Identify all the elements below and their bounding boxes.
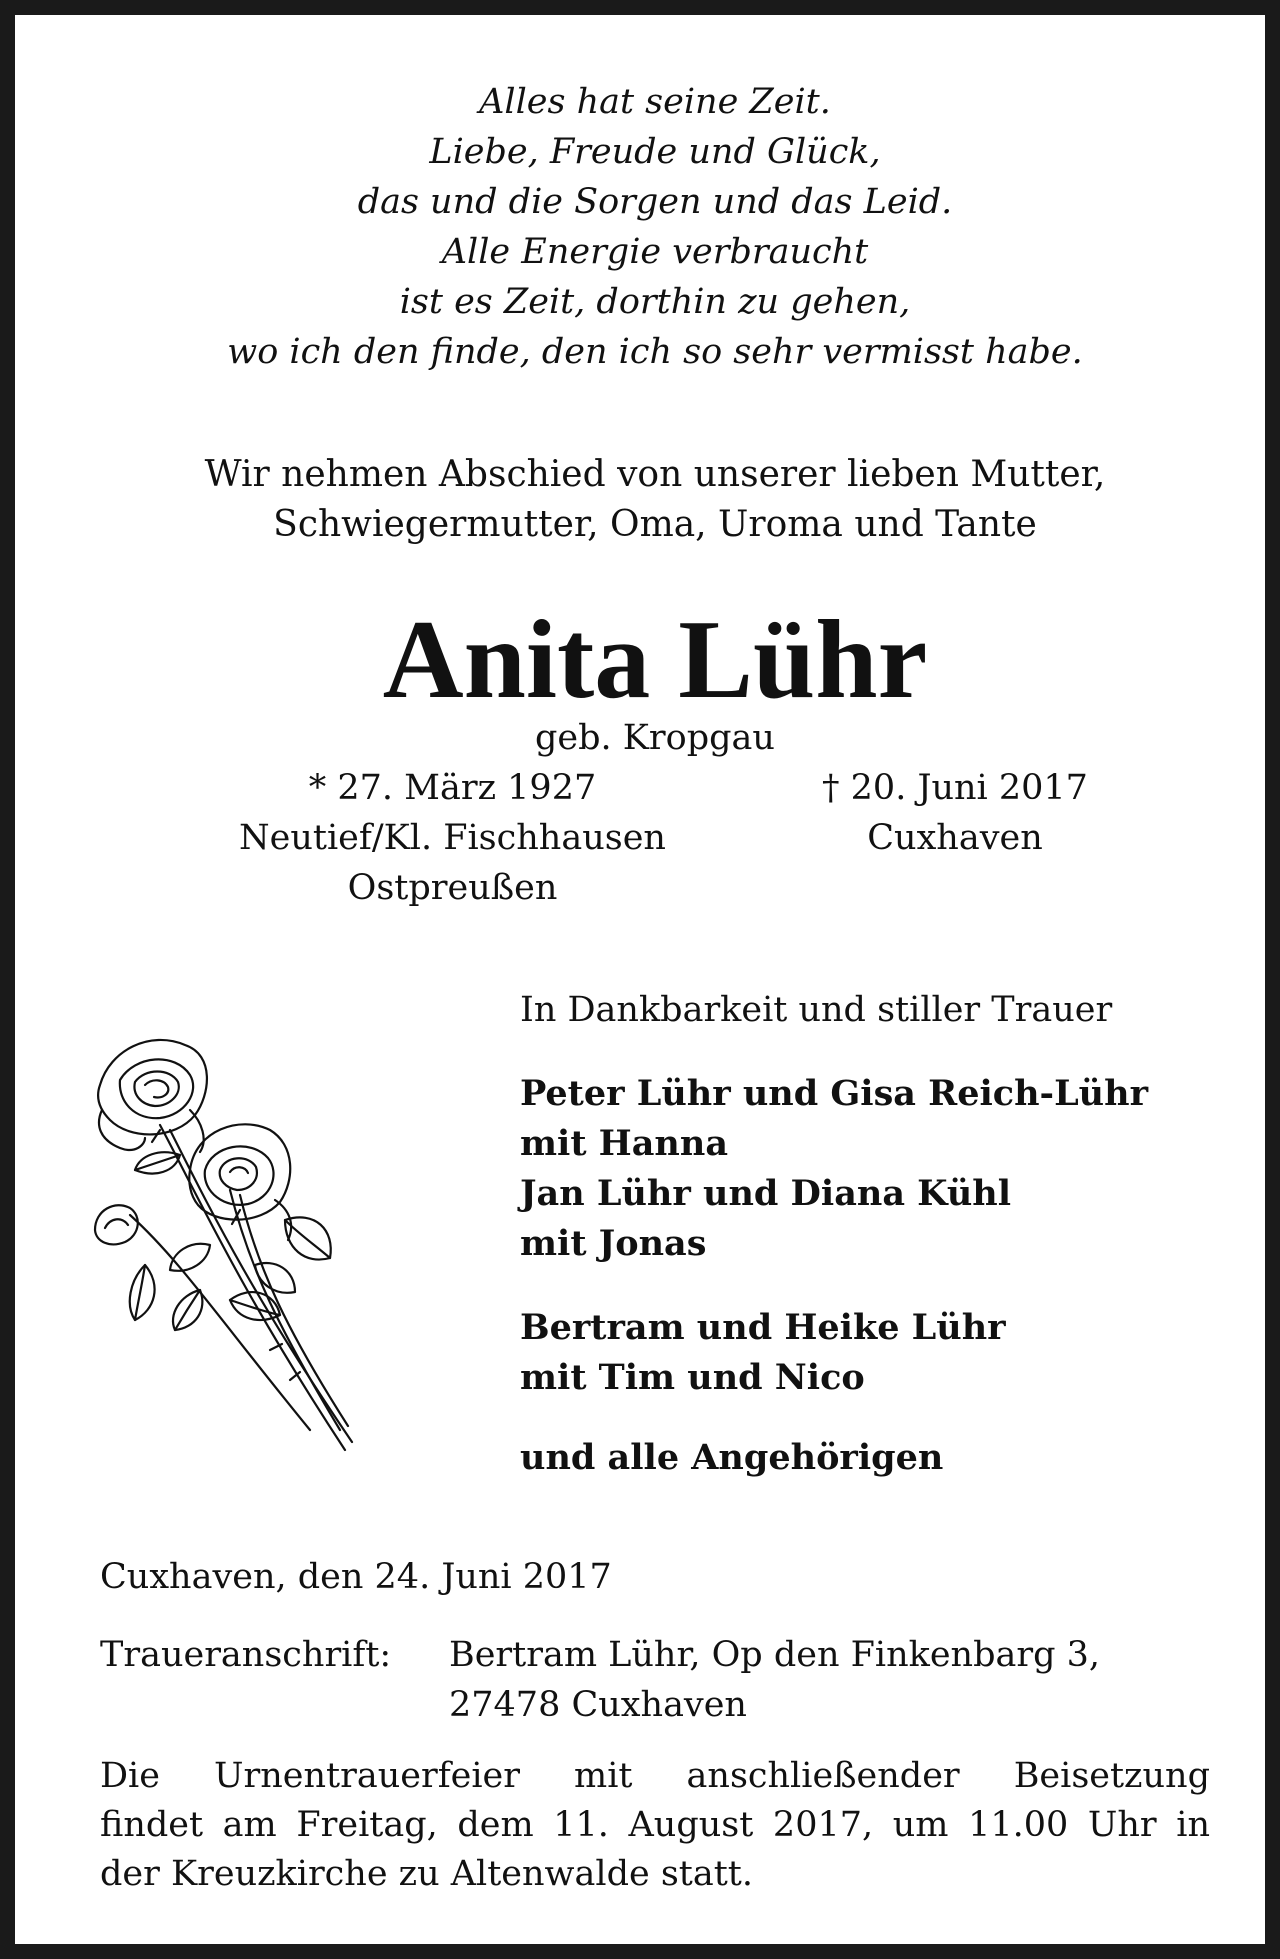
address-line: 27478 Cuxhaven [449, 1685, 747, 1725]
mourner-line: Jan Lühr und Diana Kühl [520, 1173, 1012, 1214]
mourner-line: mit Jonas [520, 1223, 707, 1264]
poem-line: Alle Energie verbraucht [441, 232, 869, 272]
poem-line: das und die Sorgen und das Leid. [357, 182, 953, 222]
mourner-line: Peter Lühr und Gisa Reich-Lühr [520, 1073, 1149, 1114]
poem-line: ist es Zeit, dorthin zu gehen, [399, 282, 911, 322]
ceremony-info [100, 1752, 1210, 1899]
mourner-line: mit Hanna [520, 1123, 729, 1164]
birth-date: * 27. März 1927 [308, 768, 597, 808]
ceremony-line: der Kreuzkirche zu Altenwalde statt. [100, 1854, 753, 1894]
poem-line: wo ich den finde, den ich so sehr vermisst habe. [227, 332, 1083, 372]
poem-line: Alles hat seine Zeit. [479, 82, 831, 122]
death-place: Cuxhaven [867, 818, 1043, 858]
birth-info [175, 763, 730, 913]
birth-region: Ostpreußen [347, 868, 558, 908]
death-date: † 20. Juni 2017 [822, 768, 1088, 808]
roses-icon [90, 1030, 380, 1460]
mourner-line: Bertram und Heike Lühr [520, 1307, 1006, 1348]
poem-line: Liebe, Freude und Glück, [429, 132, 881, 172]
address-line: Bertram Lühr, Op den Finkenbarg 3, [449, 1635, 1101, 1675]
death-info [735, 763, 1175, 863]
poem [75, 77, 1235, 377]
mourners-relatives [520, 1433, 1240, 1483]
ceremony-line: findet am Freitag, dem 11. August 2017, um 11.00 Uhr in [100, 1805, 1210, 1845]
maiden-name: geb. Kropgau [535, 718, 775, 758]
mourning-address [449, 1630, 1100, 1730]
birth-place: Neutief/Kl. Fischhausen [239, 818, 666, 858]
mourners-group [520, 1069, 1240, 1269]
intro-line: Schwiegermutter, Oma, Uroma und Tante [273, 504, 1037, 545]
intro-line: Wir nehmen Abschied von unserer lieben Mutter, [204, 454, 1106, 495]
deceased-name: Anita Lühr [382, 598, 928, 722]
dateline: Cuxhaven, den 24. Juni 2017 [100, 1557, 612, 1597]
farewell-intro [75, 450, 1235, 550]
address-label: Traueranschrift: [100, 1635, 392, 1675]
ceremony-line: Die Urnentrauerfeier mit anschließender Beisetzung [100, 1756, 1210, 1796]
mourner-line: mit Tim und Nico [520, 1357, 865, 1398]
mourners-intro: In Dankbarkeit und stiller Trauer [520, 990, 1113, 1030]
mourners-group [520, 1303, 1240, 1403]
mourner-line: und alle Angehörigen [520, 1437, 944, 1478]
